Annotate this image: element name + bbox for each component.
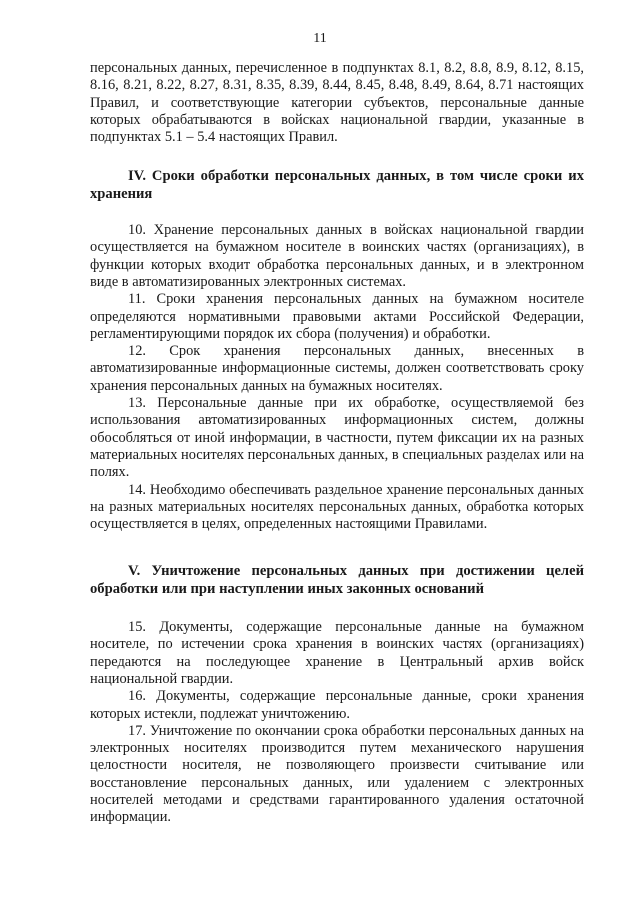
spacer [90, 533, 584, 563]
intro-paragraph: персональных данных, перечисленное в подпунктах 8.1, 8.2, 8.8, 8.9, 8.12, 8.15, 8.16, 8.21, 8.22, 8.27, 8.31, 8.35, 8.39, 8.44, 8.45, 8.48, 8.49, 8.64, 8.71 настоящих Правил, и соответствующие категории субъектов, персональные данные которых обрабатываются в войсках национальной гвардии, указанные в подпунктах 5.1 – 5.4 настоящих Правил. [90, 60, 584, 146]
document-body [90, 60, 584, 827]
paragraph-17: 17. Уничтожение по окончании срока обработки персональных данных на электронных носителях производится путем механического нарушения целостности носителя, не позволяющего произвести считывание или восстановление персональных данных, или удалением с электронных носителей методами и средствами гарантированного удаления остаточной информации. [90, 722, 584, 826]
paragraph-14: 14. Необходимо обеспечивать раздельное хранение персональных данных на разных материальных носителях персональных данных, обработка которых осуществляется в целях, определенных настоящими Правилами. [90, 481, 584, 533]
section-5-heading: V. Уничтожение персональных данных при достижении целей обработки или при наступлении иных законных оснований [90, 563, 584, 597]
paragraph-15: 15. Документы, содержащие персональные данные на бумажном носителе, по истечении срока хранения в воинских частях (организациях) передаются на последующее хранение в Центральный архив войск национальной гвардии. [90, 619, 584, 687]
spacer [90, 203, 584, 222]
spacer [90, 146, 584, 168]
paragraph-13: 13. Персональные данные при их обработке, осуществляемой без использования автоматизированных информационных систем, должны обособляться от иной информации, в частности, путем фиксации их на разных материальных носителях персональных данных, в специальных разделах или на полях. [90, 395, 584, 481]
section-4-heading: IV. Сроки обработки персональных данных, в том числе сроки их хранения [90, 168, 584, 202]
paragraph-10: 10. Хранение персональных данных в войсках национальной гвардии осуществляется на бумажном носителе в воинских частях (организациях), в функции которых входит обработка персональных данных, и в электронном виде в автоматизированных электронных системах. [90, 222, 584, 290]
spacer [90, 598, 584, 619]
paragraph-16: 16. Документы, содержащие персональные данные, сроки хранения которых истекли, подлежат уничтожению. [90, 688, 584, 722]
paragraph-12: 12. Срок хранения персональных данных, внесенных в автоматизированные информационные системы, должен соответствовать сроку хранения персональных данных на бумажных носителях. [90, 343, 584, 394]
page-number: 11 [313, 31, 327, 46]
paragraph-11: 11. Сроки хранения персональных данных на бумажном носителе определяются нормативными правовыми актами Российской Федерации, регламентирующими порядок их сбора (получения) и обработки. [90, 291, 584, 342]
